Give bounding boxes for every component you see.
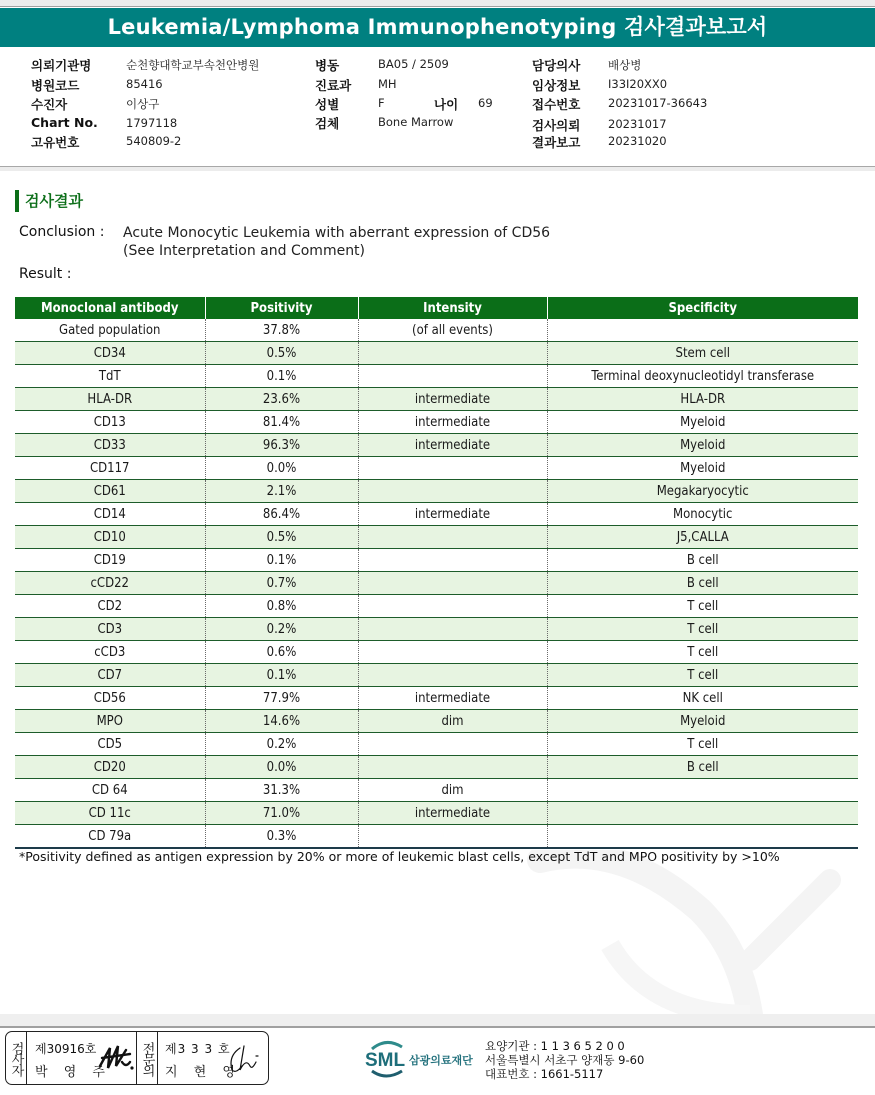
cell-antibody: cCD3 xyxy=(15,641,205,664)
cell-intensity xyxy=(358,595,547,618)
cell-antibody: CD13 xyxy=(15,411,205,434)
cell-specificity: Myeloid xyxy=(547,457,858,480)
cell-positivity: 96.3% xyxy=(205,434,358,457)
cell-antibody: cCD22 xyxy=(15,572,205,595)
cell-specificity: B cell xyxy=(547,549,858,572)
table-row xyxy=(15,802,858,825)
cell-intensity: intermediate xyxy=(358,687,547,710)
cell-specificity xyxy=(547,779,858,802)
cell-positivity: 0.8% xyxy=(205,595,358,618)
table-row xyxy=(15,457,858,480)
info-value: 1797118 xyxy=(126,116,178,130)
sml-logo-mark xyxy=(364,1035,489,1081)
info-value: 20231017 xyxy=(608,117,667,131)
org-code: 요양기관 : 1 1 3 6 5 2 0 0 xyxy=(485,1039,625,1053)
cell-specificity: Myeloid xyxy=(547,411,858,434)
cell-positivity: 37.8% xyxy=(205,319,358,342)
table-header-row xyxy=(15,297,858,319)
cell-specificity: T cell xyxy=(547,733,858,756)
info-label: 병동 xyxy=(315,58,340,73)
table-row xyxy=(15,733,858,756)
table-row xyxy=(15,595,858,618)
cell-positivity: 0.3% xyxy=(205,825,358,849)
info-label: 임상정보 xyxy=(532,78,581,93)
info-value: MH xyxy=(378,77,397,91)
cell-positivity: 0.2% xyxy=(205,618,358,641)
tester-name: 박 영 주 xyxy=(35,1065,111,1080)
section-title: 검사결과 xyxy=(15,190,83,212)
info-label: 고유번호 xyxy=(31,135,80,150)
info-label: 검사의뢰 xyxy=(532,118,581,133)
cell-positivity: 0.7% xyxy=(205,572,358,595)
org-phone: 대표번호 : 1661-5117 xyxy=(485,1067,604,1081)
cell-specificity: NK cell xyxy=(547,687,858,710)
cell-antibody: CD 79a xyxy=(15,825,205,849)
cell-intensity: dim xyxy=(358,779,547,802)
top-border xyxy=(0,0,875,7)
cell-antibody: CD117 xyxy=(15,457,205,480)
table-row xyxy=(15,388,858,411)
table-row xyxy=(15,434,858,457)
cell-positivity: 0.5% xyxy=(205,526,358,549)
cell-antibody: CD34 xyxy=(15,342,205,365)
cell-antibody: Gated population xyxy=(15,319,205,342)
header-antibody: Monoclonal antibody xyxy=(15,297,205,319)
cell-antibody: CD5 xyxy=(15,733,205,756)
info-value: 순천향대학교부속천안병원 xyxy=(126,58,260,72)
info-label: 접수번호 xyxy=(532,97,581,112)
cell-specificity xyxy=(547,319,858,342)
table-row xyxy=(15,365,858,388)
conclusion-text xyxy=(123,224,550,260)
cell-antibody: HLA-DR xyxy=(15,388,205,411)
cell-intensity xyxy=(358,825,547,849)
org-info xyxy=(485,1039,644,1081)
table-row xyxy=(15,319,858,342)
cell-antibody: CD7 xyxy=(15,664,205,687)
info-label: 의뢰기관명 xyxy=(31,58,92,73)
cell-positivity: 0.0% xyxy=(205,457,358,480)
header-intensity: Intensity xyxy=(358,297,547,319)
info-value: F xyxy=(378,96,385,110)
cell-specificity: J5,CALLA xyxy=(547,526,858,549)
cell-antibody: CD33 xyxy=(15,434,205,457)
cell-intensity xyxy=(358,342,547,365)
org-name: 삼광의료재단 xyxy=(409,1054,473,1067)
cell-specificity: Myeloid xyxy=(547,434,858,457)
cell-intensity: intermediate xyxy=(358,802,547,825)
specialist-signature xyxy=(226,1042,262,1076)
table-row xyxy=(15,687,858,710)
info-label-age: 나이 xyxy=(434,97,459,112)
cell-intensity xyxy=(358,618,547,641)
cell-intensity xyxy=(358,549,547,572)
cell-specificity: Terminal deoxynucleotidyl transferase xyxy=(547,365,858,388)
specialist-name: 지 현 영 xyxy=(165,1065,241,1080)
cell-intensity xyxy=(358,572,547,595)
footer-divider xyxy=(0,1014,875,1028)
cell-antibody: CD10 xyxy=(15,526,205,549)
cell-intensity xyxy=(358,480,547,503)
cell-positivity: 0.1% xyxy=(205,549,358,572)
org-address: 서울특별시 서초구 양재동 9-60 xyxy=(485,1053,645,1067)
cell-positivity: 23.6% xyxy=(205,388,358,411)
info-value: BA05 / 2509 xyxy=(378,57,449,71)
sml-logo xyxy=(364,1035,489,1081)
cell-antibody: CD 64 xyxy=(15,779,205,802)
cell-antibody: CD61 xyxy=(15,480,205,503)
info-label: Chart No. xyxy=(31,115,98,130)
cell-specificity xyxy=(547,825,858,849)
report-title: Leukemia/Lymphoma Immunophenotyping 검사결과보고서 xyxy=(0,8,875,47)
table-row xyxy=(15,572,858,595)
signature-box xyxy=(5,1031,269,1085)
table-row xyxy=(15,480,858,503)
cell-antibody: CD20 xyxy=(15,756,205,779)
result-label: Result : xyxy=(19,266,72,282)
info-value: I33I20XX0 xyxy=(608,77,668,91)
cell-intensity: dim xyxy=(358,710,547,733)
table-row xyxy=(15,664,858,687)
cell-positivity: 86.4% xyxy=(205,503,358,526)
table-row xyxy=(15,503,858,526)
info-label: 진료과 xyxy=(315,78,352,93)
header-specificity: Specificity xyxy=(547,297,858,319)
cell-intensity xyxy=(358,733,547,756)
cell-intensity xyxy=(358,526,547,549)
header-divider xyxy=(0,166,875,171)
conclusion-label: Conclusion : xyxy=(19,224,105,240)
info-label: 병원코드 xyxy=(31,78,80,93)
logo-text: SML xyxy=(365,1050,406,1071)
info-value-age: 69 xyxy=(478,96,493,110)
info-value: 20231020 xyxy=(608,134,667,148)
footnote: *Positivity defined as antigen expression by 20% or more of leukemic blast cells, except TdT and MPO positivity by >10% xyxy=(19,849,780,864)
cell-specificity: B cell xyxy=(547,572,858,595)
info-value: 20231017-36643 xyxy=(608,96,708,110)
cell-positivity: 0.6% xyxy=(205,641,358,664)
cell-antibody: CD 11c xyxy=(15,802,205,825)
info-label: 수진자 xyxy=(31,97,68,112)
table-row xyxy=(15,825,858,849)
table-row xyxy=(15,710,858,733)
info-label: 검체 xyxy=(315,116,340,131)
tester-role: 검사자 xyxy=(6,1032,27,1084)
cell-antibody: CD14 xyxy=(15,503,205,526)
cell-specificity: Stem cell xyxy=(547,342,858,365)
table-row xyxy=(15,411,858,434)
cell-specificity: Myeloid xyxy=(547,710,858,733)
info-value: 85416 xyxy=(126,77,163,91)
cell-positivity: 14.6% xyxy=(205,710,358,733)
specialist-role: 전문의 xyxy=(136,1032,158,1084)
cell-intensity xyxy=(358,641,547,664)
table-row xyxy=(15,756,858,779)
cell-positivity: 0.0% xyxy=(205,756,358,779)
cell-specificity: B cell xyxy=(547,756,858,779)
info-value: 이상구 xyxy=(126,97,160,111)
cell-intensity: (of all events) xyxy=(358,319,547,342)
cell-specificity xyxy=(547,802,858,825)
cell-antibody: CD56 xyxy=(15,687,205,710)
cell-intensity: intermediate xyxy=(358,434,547,457)
cell-specificity: HLA-DR xyxy=(547,388,858,411)
cell-intensity: intermediate xyxy=(358,388,547,411)
cell-specificity: T cell xyxy=(547,595,858,618)
cell-specificity: Megakaryocytic xyxy=(547,480,858,503)
watermark-logo xyxy=(500,850,875,1015)
cell-positivity: 0.1% xyxy=(205,365,358,388)
cell-antibody: CD2 xyxy=(15,595,205,618)
conclusion-line-1: Acute Monocytic Leukemia with aberrant expression of CD56 xyxy=(123,225,551,241)
table-row xyxy=(15,342,858,365)
cell-positivity: 71.0% xyxy=(205,802,358,825)
cell-positivity: 2.1% xyxy=(205,480,358,503)
table-row xyxy=(15,641,858,664)
cell-specificity: T cell xyxy=(547,641,858,664)
cell-specificity: Monocytic xyxy=(547,503,858,526)
info-label: 성별 xyxy=(315,97,340,112)
table-row xyxy=(15,779,858,802)
info-label: 담당의사 xyxy=(532,58,581,73)
table-row xyxy=(15,549,858,572)
info-value: Bone Marrow xyxy=(378,115,454,129)
cell-positivity: 0.5% xyxy=(205,342,358,365)
tester-license-no: 제30916호 xyxy=(35,1042,97,1056)
cell-intensity xyxy=(358,365,547,388)
results-table xyxy=(15,297,858,849)
cell-antibody: MPO xyxy=(15,710,205,733)
cell-intensity xyxy=(358,664,547,687)
cell-intensity xyxy=(358,457,547,480)
cell-antibody: TdT xyxy=(15,365,205,388)
cell-specificity: T cell xyxy=(547,618,858,641)
cell-positivity: 31.3% xyxy=(205,779,358,802)
cell-positivity: 0.2% xyxy=(205,733,358,756)
cell-positivity: 0.1% xyxy=(205,664,358,687)
cell-intensity: intermediate xyxy=(358,503,547,526)
cell-specificity: T cell xyxy=(547,664,858,687)
specialist-license-no: 제3 3 3 호 xyxy=(165,1042,231,1056)
header-positivity: Positivity xyxy=(205,297,358,319)
cell-intensity: intermediate xyxy=(358,411,547,434)
cell-antibody: CD3 xyxy=(15,618,205,641)
cell-antibody: CD19 xyxy=(15,549,205,572)
cell-intensity xyxy=(358,756,547,779)
table-row xyxy=(15,618,858,641)
info-label: 결과보고 xyxy=(532,135,581,150)
cell-positivity: 77.9% xyxy=(205,687,358,710)
tester-signature xyxy=(96,1040,136,1076)
info-value: 540809-2 xyxy=(126,134,182,148)
table-row xyxy=(15,526,858,549)
cell-positivity: 81.4% xyxy=(205,411,358,434)
conclusion-line-2: (See Interpretation and Comment) xyxy=(123,243,366,259)
info-value: 배상병 xyxy=(608,58,642,72)
